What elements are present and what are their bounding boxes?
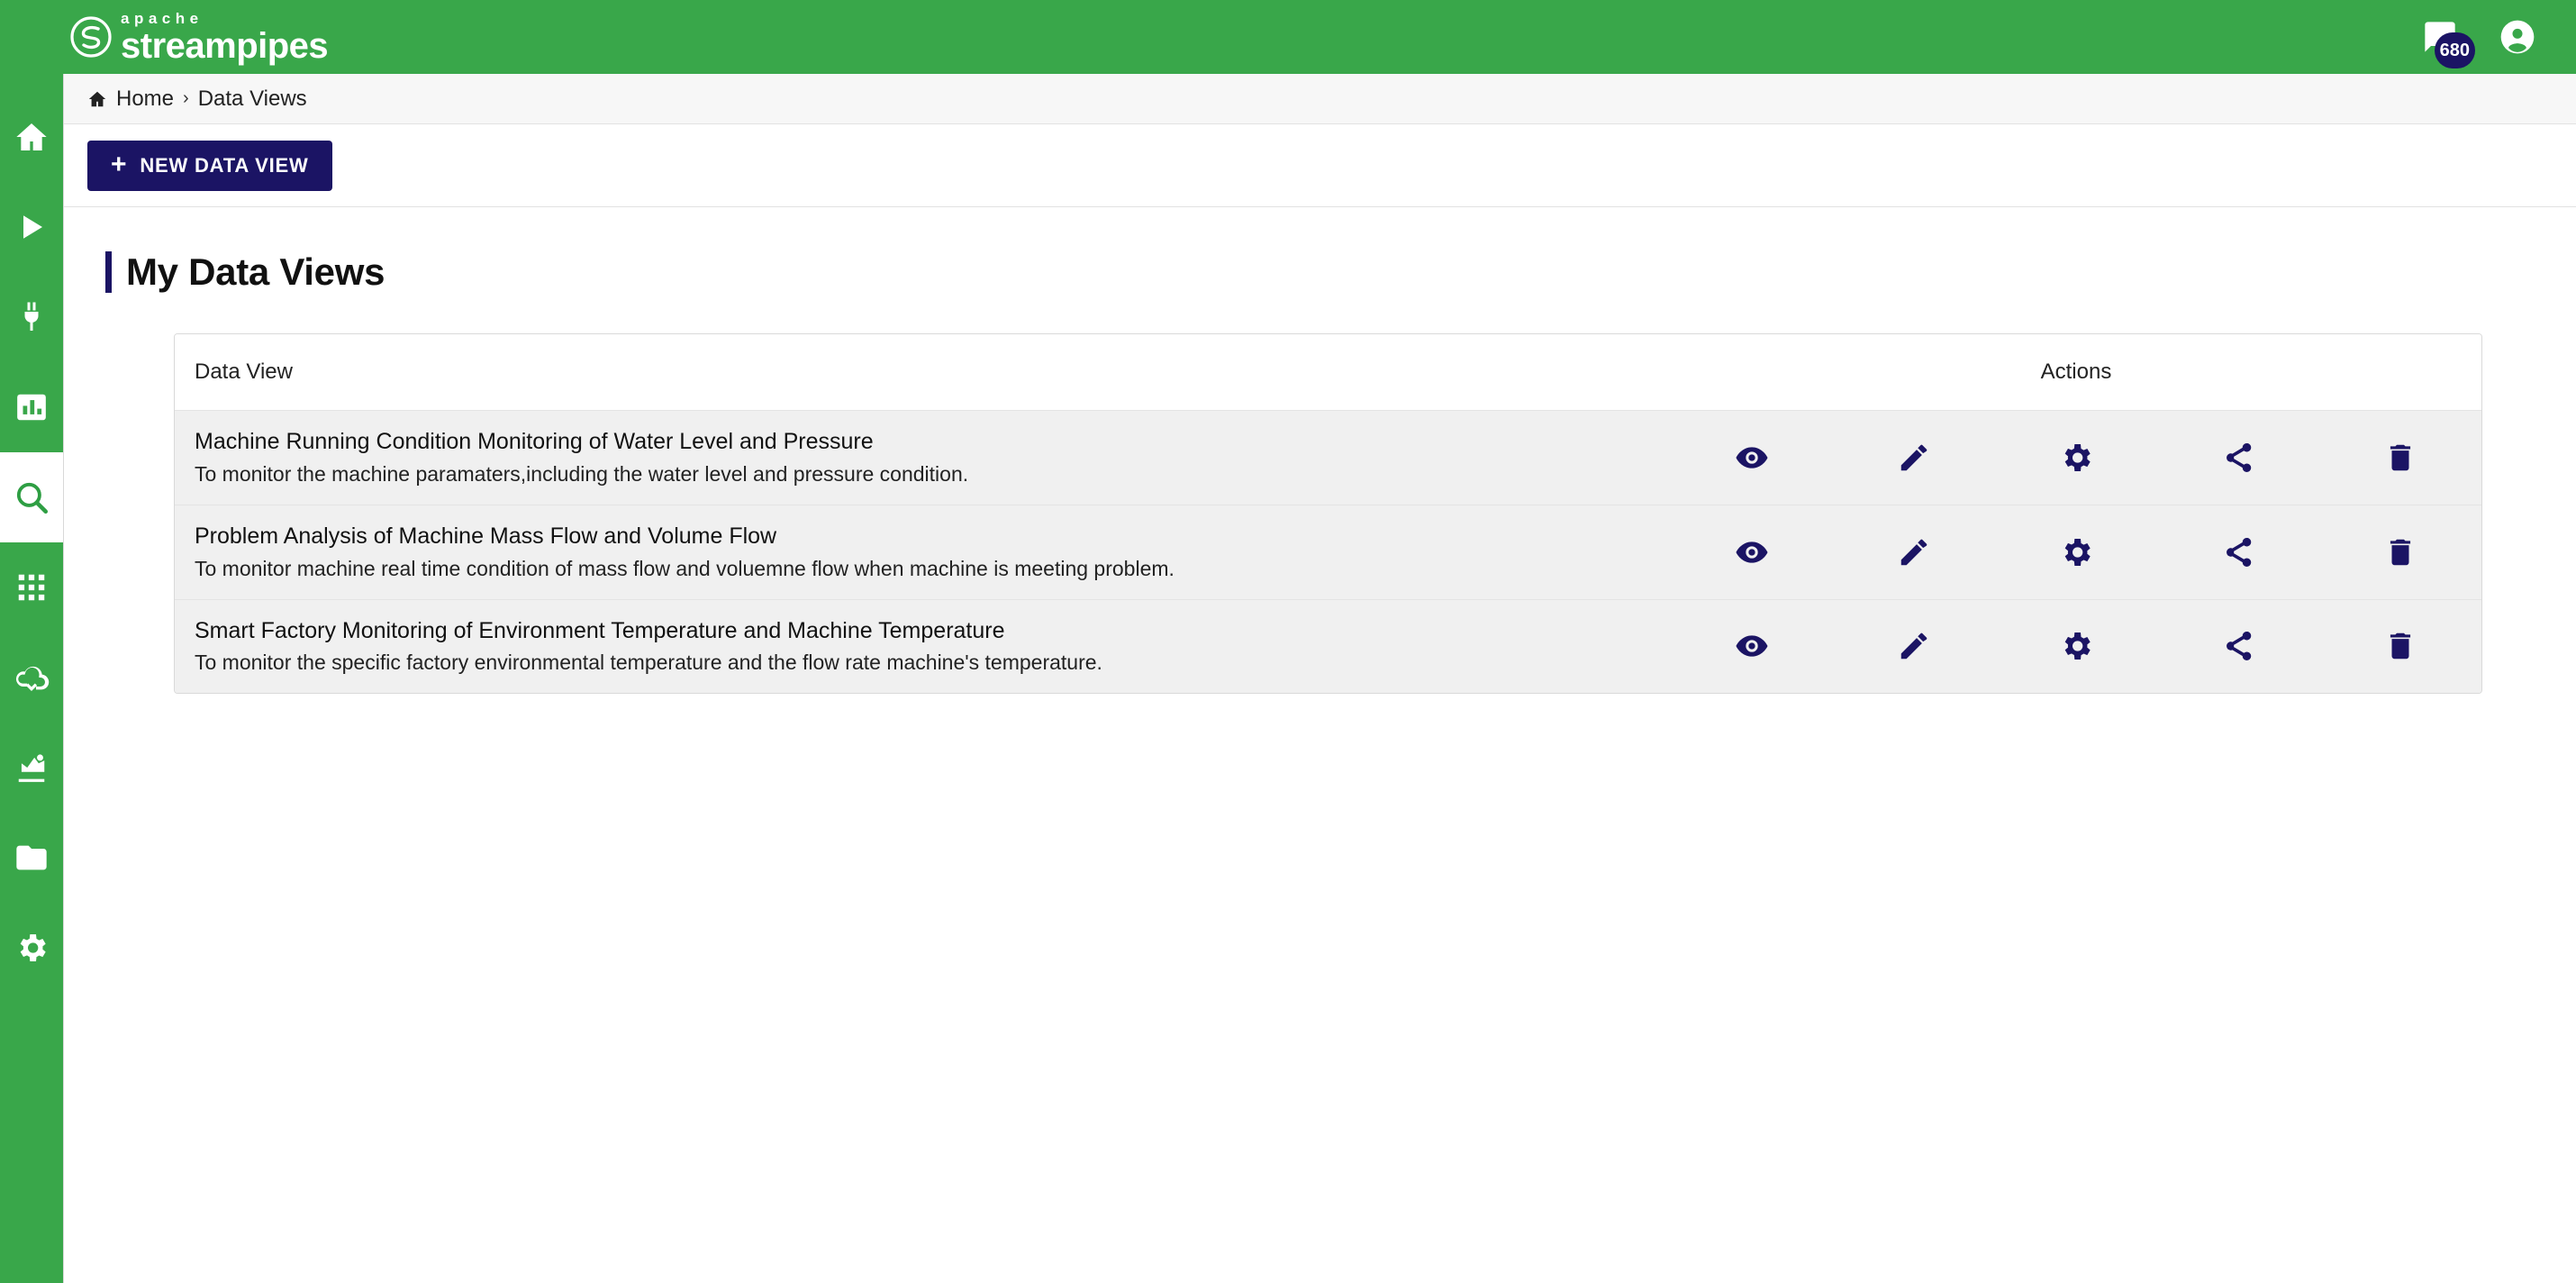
sidebar-nav bbox=[0, 74, 63, 1283]
gear-icon[interactable] bbox=[2051, 621, 2101, 671]
table-header-row bbox=[175, 334, 2481, 411]
action-cell-edit bbox=[1833, 411, 1995, 505]
eye-icon[interactable] bbox=[1727, 621, 1777, 671]
action-cell-edit bbox=[1833, 599, 1995, 693]
plus-icon: + bbox=[111, 149, 128, 179]
brand-apache-label: apache bbox=[121, 9, 204, 27]
pencil-icon[interactable] bbox=[1889, 432, 1939, 483]
action-cell-delete bbox=[2319, 599, 2481, 693]
data-view-cell bbox=[175, 411, 1671, 505]
action-cell-edit bbox=[1833, 505, 1995, 599]
eye-icon[interactable] bbox=[1727, 527, 1777, 578]
table-row bbox=[175, 599, 2481, 693]
folder-icon bbox=[14, 840, 50, 876]
sidebar-item-configuration[interactable] bbox=[0, 903, 63, 993]
new-data-view-button[interactable] bbox=[87, 141, 332, 191]
content-area bbox=[64, 207, 2576, 1283]
body-container bbox=[0, 74, 2576, 1283]
share-icon[interactable] bbox=[2213, 527, 2263, 578]
action-cell-view bbox=[1671, 599, 1833, 693]
sidebar-item-dashboard[interactable] bbox=[0, 362, 63, 452]
column-header-data-view: Data View bbox=[175, 334, 1671, 411]
trash-icon[interactable] bbox=[2375, 527, 2426, 578]
action-cell-share bbox=[2157, 505, 2319, 599]
breadcrumb-home-link[interactable]: Home bbox=[116, 86, 175, 111]
brand-logo-area[interactable] bbox=[70, 11, 328, 64]
title-accent-bar bbox=[105, 251, 112, 293]
gear-icon[interactable] bbox=[2051, 432, 2101, 483]
cloud-download-icon bbox=[14, 660, 50, 696]
sidebar-item-assets[interactable] bbox=[0, 723, 63, 813]
share-icon[interactable] bbox=[2213, 432, 2263, 483]
asset-icon bbox=[14, 751, 49, 785]
top-bar-actions bbox=[2419, 16, 2545, 58]
plug-icon bbox=[15, 301, 48, 333]
brand-product-name: streampipes bbox=[121, 25, 329, 66]
action-cell-settings bbox=[1995, 505, 2157, 599]
sidebar-item-home[interactable] bbox=[0, 92, 63, 182]
gear-icon[interactable] bbox=[2051, 527, 2101, 578]
table-row bbox=[175, 411, 2481, 505]
breadcrumb-separator: › bbox=[183, 88, 189, 108]
share-icon[interactable] bbox=[2213, 621, 2263, 671]
notifications-badge: 680 bbox=[2435, 32, 2475, 68]
pencil-icon[interactable] bbox=[1889, 527, 1939, 578]
streampipes-s-logo-icon bbox=[70, 16, 112, 58]
search-icon bbox=[13, 478, 50, 516]
action-cell-share bbox=[2157, 411, 2319, 505]
sidebar-item-apps[interactable] bbox=[0, 542, 63, 632]
sidebar-item-connect[interactable] bbox=[0, 272, 63, 362]
account-button[interactable] bbox=[2497, 16, 2538, 58]
sidebar-item-files[interactable] bbox=[0, 813, 63, 903]
data-view-title: Problem Analysis of Machine Mass Flow and Volume Flow bbox=[195, 523, 777, 549]
eye-icon[interactable] bbox=[1727, 432, 1777, 483]
breadcrumb bbox=[64, 74, 2576, 124]
action-cell-view bbox=[1671, 505, 1833, 599]
pencil-icon[interactable] bbox=[1889, 621, 1939, 671]
gear-icon bbox=[14, 930, 50, 966]
grid-apps-icon bbox=[14, 570, 49, 605]
action-cell-view bbox=[1671, 411, 1833, 505]
data-view-title: Smart Factory Monitoring of Environment Temperature and Machine Temperature bbox=[195, 617, 1005, 643]
action-cell-settings bbox=[1995, 599, 2157, 693]
page-title: My Data Views bbox=[126, 250, 385, 293]
top-bar bbox=[0, 0, 2576, 74]
play-icon bbox=[15, 211, 48, 243]
data-view-title: Machine Running Condition Monitoring of Water Level and Pressure bbox=[195, 429, 874, 454]
action-cell-delete bbox=[2319, 411, 2481, 505]
sidebar-item-data-explorer[interactable] bbox=[0, 452, 63, 542]
data-views-table bbox=[174, 333, 2482, 694]
user-account-icon bbox=[2498, 17, 2537, 57]
sidebar-item-install[interactable] bbox=[0, 632, 63, 723]
notifications-button[interactable] bbox=[2419, 16, 2470, 60]
chart-bar-icon bbox=[14, 390, 49, 424]
breadcrumb-current: Data Views bbox=[197, 86, 307, 111]
home-icon bbox=[87, 89, 107, 109]
trash-icon[interactable] bbox=[2375, 621, 2426, 671]
new-data-view-label: NEW DATA VIEW bbox=[140, 153, 309, 177]
home-icon bbox=[14, 119, 50, 155]
action-cell-delete bbox=[2319, 505, 2481, 599]
data-view-cell bbox=[175, 505, 1671, 599]
data-view-cell bbox=[175, 599, 1671, 693]
trash-icon[interactable] bbox=[2375, 432, 2426, 483]
toolbar bbox=[64, 124, 2576, 207]
action-cell-share bbox=[2157, 599, 2319, 693]
sidebar-item-pipelines[interactable] bbox=[0, 182, 63, 272]
action-cell-settings bbox=[1995, 411, 2157, 505]
data-view-description: To monitor machine real time condition of mass flow and voluemne flow when machine is meeting problem. bbox=[195, 556, 1175, 580]
table-row bbox=[175, 505, 2481, 599]
data-view-description: To monitor the machine paramaters,including the water level and pressure condition. bbox=[195, 461, 969, 486]
page-title-row bbox=[105, 250, 2553, 294]
column-header-actions: Actions bbox=[1671, 334, 2481, 411]
data-view-description: To monitor the specific factory environmental temperature and the flow rate machine's temperature. bbox=[195, 651, 1102, 675]
main-content bbox=[63, 74, 2576, 1283]
